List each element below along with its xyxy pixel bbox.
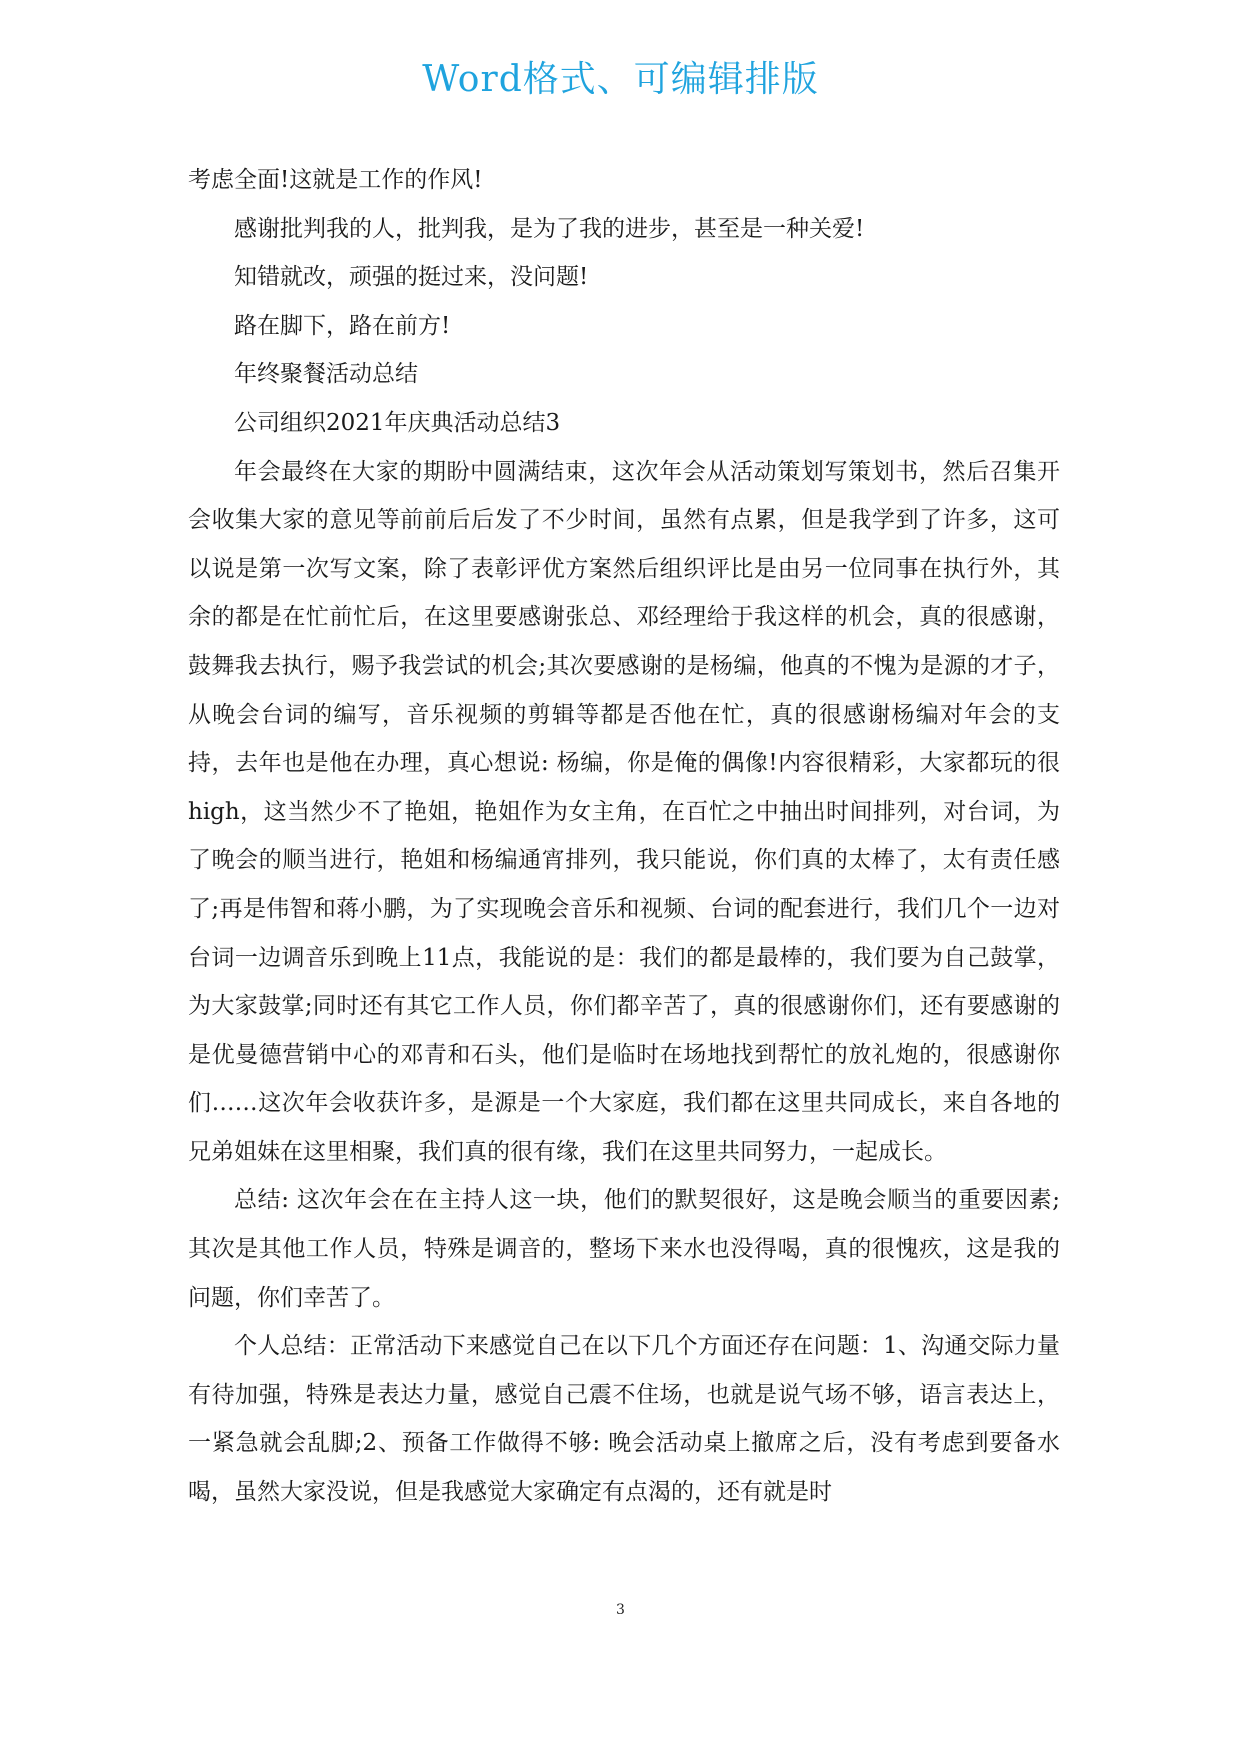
page-number: 3 <box>616 1602 625 1618</box>
paragraph: 年会最终在大家的期盼中圆满结束，这次年会从活动策划写策划书，然后召集开会收集大家的意见等前前后后发了不少时间，虽然有点累，但是我学到了许多，这可以说是第一次写文案，除了表彰评优方案然后组织评比是由另一位同事在执行外，其余的都是在忙前忙后，在这里要感谢张总、邓经理给于我这样的机会，真的很感谢，鼓舞我去执行，赐予我尝试的机会;其次要感谢的是杨编，他真的不愧为是源的才子，从晚会台词的编写，音乐视频的剪辑等都是否他在忙，真的很感谢杨编对年会的支持，去年也是他在办理，真心想说: 杨编，你是俺的偶像!内容很精彩，大家都玩的很high，这当然少不了艳姐，艳姐作为女主角，在百忙之中抽出时间排列，对台词，为了晚会的顺当进行，艳姐和杨编通宵排列，我只能说，你们真的太棒了，太有责任感了;再是伟智和蒋小鹏，为了实现晚会音乐和视频、台词的配套进行，我们几个一边对台词一边调音乐到晚上11点，我能说的是：我们的都是最棒的，我们要为自己鼓掌，为大家鼓掌;同时还有其它工作人员，你们都辛苦了，真的很感谢你们，还有要感谢的是优曼德营销中心的邓青和石头，他们是临时在场地找到帮忙的放礼炮的，很感谢你们……这次年会收获许多，是源是一个大家庭，我们都在这里共同成长，来自各地的兄弟姐妹在这里相聚，我们真的很有缘，我们在这里共同努力，一起成长。 <box>188 458 1060 1165</box>
page-header-title: Word格式、可编辑排版 <box>422 59 819 100</box>
paragraph: 知错就改，顽强的挺过来，没问题! <box>234 264 589 291</box>
paragraph: 感谢批判我的人，批判我，是为了我的进步，甚至是一种关爱! <box>234 215 865 242</box>
paragraph: 考虑全面!这就是工作的作风! <box>188 167 483 193</box>
paragraph: 个人总结：正常活动下来感觉自己在以下几个方面还存在问题：1、沟通交际力量有待加强，特殊是表达力量，感觉自己震不住场，也就是说气场不够，语言表达上，一紧急就会乱脚;2、预备工作做得不够: 晚会活动桌上撤席之后，没有考虑到要备水喝，虽然大家没说，但是我感觉大家确定有点渴的，还有就是时 <box>188 1333 1060 1506</box>
paragraph-heading: 公司组织2021年庆典活动总结3 <box>234 409 561 436</box>
paragraph: 路在脚下，路在前方! <box>234 312 451 339</box>
paragraph: 总结: 这次年会在在主持人这一块，他们的默契很好，这是晚会顺当的重要因素;其次是其他工作人员，特殊是调音的，整场下来水也没得喝，真的很愧疚，这是我的问题，你们幸苦了。 <box>188 1187 1060 1311</box>
document-body <box>188 156 1060 1517</box>
paragraph-heading: 年终聚餐活动总结 <box>234 361 418 388</box>
